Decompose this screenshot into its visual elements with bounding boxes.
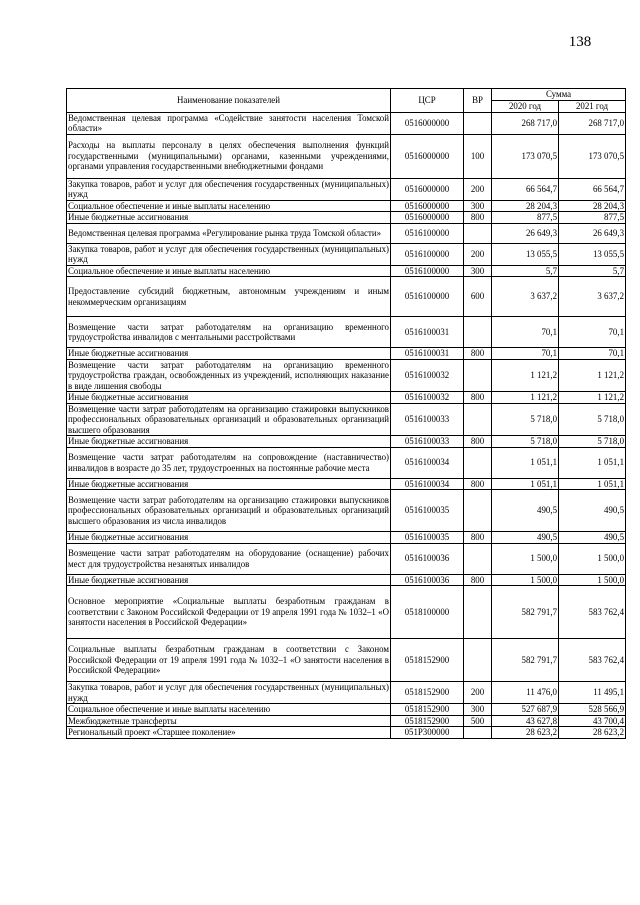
row-name: Иные бюджетные ассигнования <box>67 212 391 224</box>
row-name: Основное мероприятие «Социальные выплаты безработным гражданам в соответствии с Законом Российской Федерации от 19 апреля 1991 года № 1032–1 «О занятости населения в Российской Федерации» <box>67 586 391 639</box>
row-sum-2020: 527 687,9 <box>492 704 559 716</box>
row-sum-2020: 1 500,0 <box>492 543 559 574</box>
row-csr: 0516100033 <box>391 403 464 436</box>
row-vr <box>464 317 492 348</box>
table-row <box>67 265 626 277</box>
row-vr: 100 <box>464 134 492 178</box>
table-row <box>67 543 626 574</box>
table-row <box>67 317 626 348</box>
row-sum-2021: 70,1 <box>559 348 626 360</box>
row-csr: 0516000000 <box>391 178 464 200</box>
row-sum-2021: 583 762,4 <box>559 639 626 682</box>
row-sum-2020: 1 121,2 <box>492 359 559 392</box>
row-sum-2021: 26 649,3 <box>559 223 626 243</box>
row-csr: 0516100032 <box>391 392 464 404</box>
row-sum-2020: 582 791,7 <box>492 639 559 682</box>
row-sum-2020: 5,7 <box>492 265 559 277</box>
table-row <box>67 639 626 682</box>
row-sum-2021: 28 204,3 <box>559 200 626 212</box>
table-row <box>67 243 626 265</box>
row-sum-2021: 1 500,0 <box>559 543 626 574</box>
table-row <box>67 704 626 716</box>
row-name: Социальное обеспечение и иные выплаты населению <box>67 265 391 277</box>
row-sum-2021: 490,5 <box>559 532 626 544</box>
row-vr: 800 <box>464 392 492 404</box>
row-sum-2021: 5,7 <box>559 265 626 277</box>
row-name: Закупка товаров, работ и услуг для обеспечения государственных (муниципальных) нужд <box>68 178 389 199</box>
row-sum-2021: 43 700,4 <box>559 715 626 727</box>
row-sum-2020: 13 055,5 <box>492 243 559 265</box>
row-sum-2021: 13 055,5 <box>559 243 626 265</box>
row-vr <box>464 727 492 739</box>
row-sum-2021: 1 121,2 <box>559 359 626 392</box>
row-csr: 0516000000 <box>391 134 464 178</box>
row-sum-2020: 268 717,0 <box>492 112 559 134</box>
row-csr: 0516100032 <box>391 359 464 392</box>
row-vr: 300 <box>464 200 492 212</box>
row-vr: 500 <box>464 715 492 727</box>
row-sum-2021: 1 051,1 <box>559 478 626 490</box>
row-csr: 0516100000 <box>391 265 464 277</box>
row-sum-2021: 1 051,1 <box>559 447 626 478</box>
header-name: Наименование показателей <box>67 89 391 113</box>
row-sum-2021: 583 762,4 <box>559 586 626 639</box>
row-csr: 051P300000 <box>391 727 464 739</box>
table-row <box>67 586 626 639</box>
row-csr: 0516100000 <box>391 223 464 243</box>
row-sum-2020: 70,1 <box>492 348 559 360</box>
row-name: Иные бюджетные ассигнования <box>67 392 391 404</box>
table-row <box>67 574 626 586</box>
row-vr: 800 <box>464 574 492 586</box>
row-sum-2020: 28 204,3 <box>492 200 559 212</box>
row-sum-2020: 490,5 <box>492 490 559 532</box>
row-name: Ведомственная целевая программа «Содействие занятости населения Томской области» <box>68 112 389 133</box>
row-csr: 0516100000 <box>391 277 464 317</box>
row-name: Социальные выплаты безработным гражданам в соответствии с Законом Российской Федерации от 19 апреля 1991 года № 1032–1 «О занятости населения в Российской Федерации» <box>67 639 391 682</box>
row-vr <box>464 359 492 392</box>
table-row <box>67 134 626 178</box>
row-sum-2020: 582 791,7 <box>492 586 559 639</box>
row-sum-2021: 11 495,1 <box>559 682 626 704</box>
header-year-2021: 2021 год <box>559 100 626 112</box>
row-sum-2021: 268 717,0 <box>559 112 626 134</box>
row-sum-2021: 528 566,9 <box>559 704 626 716</box>
row-sum-2020: 28 623,2 <box>492 727 559 739</box>
row-name: Социальное обеспечение и иные выплаты населению <box>67 200 391 212</box>
table-row <box>67 212 626 224</box>
row-sum-2020: 26 649,3 <box>492 223 559 243</box>
row-vr: 200 <box>464 682 492 704</box>
row-sum-2021: 5 718,0 <box>559 403 626 436</box>
table-row <box>67 392 626 404</box>
row-csr: 0516100031 <box>391 317 464 348</box>
row-csr: 0518152900 <box>391 682 464 704</box>
table-row <box>67 112 626 134</box>
row-sum-2020: 1 051,1 <box>492 447 559 478</box>
page-number: 138 <box>568 34 592 50</box>
row-sum-2021: 1 500,0 <box>559 574 626 586</box>
row-name: Иные бюджетные ассигнования <box>67 478 391 490</box>
row-name: Социальное обеспечение и иные выплаты населению <box>67 704 391 716</box>
table-row <box>67 223 626 243</box>
row-sum-2020: 5 718,0 <box>492 436 559 448</box>
row-name: Региональный проект «Старшее поколение» <box>67 727 391 739</box>
row-sum-2020: 11 476,0 <box>492 682 559 704</box>
row-csr: 0516100000 <box>391 243 464 265</box>
row-name: Иные бюджетные ассигнования <box>67 532 391 544</box>
row-csr: 0516100035 <box>391 532 464 544</box>
table-row <box>67 715 626 727</box>
row-name: Возмещение части затрат работодателям на организацию временного трудоустройства граждан, освобожденных из учреждений, исполняющих наказание в виде лишения свободы <box>68 359 389 391</box>
row-sum-2021: 1 121,2 <box>559 392 626 404</box>
row-sum-2020: 173 070,5 <box>492 134 559 178</box>
row-name: Закупка товаров, работ и услуг для обеспечения государственных (муниципальных) нужд <box>68 682 389 703</box>
header-csr: ЦСР <box>391 89 464 113</box>
row-name: Иные бюджетные ассигнования <box>67 436 391 448</box>
row-sum-2020: 66 564,7 <box>492 178 559 200</box>
table-row <box>67 436 626 448</box>
table-row <box>67 200 626 212</box>
table-row <box>67 682 626 704</box>
row-name: Иные бюджетные ассигнования <box>67 574 391 586</box>
row-name: Возмещение части затрат работодателям на организацию стажировки выпускников профессиональных образовательных организаций и образовательных организаций высшего образования из числа инвалидов <box>67 490 391 532</box>
row-vr <box>464 639 492 682</box>
row-vr <box>464 112 492 134</box>
budget-table <box>66 88 626 739</box>
header-sum: Сумма <box>492 89 626 101</box>
row-vr <box>464 543 492 574</box>
row-csr: 0516100031 <box>391 348 464 360</box>
row-name: Возмещение части затрат работодателям на оборудование (оснащение) рабочих мест для трудоустройства незанятых инвалидов <box>67 543 391 574</box>
table-row <box>67 359 626 392</box>
row-sum-2020: 5 718,0 <box>492 403 559 436</box>
row-csr: 0516100033 <box>391 436 464 448</box>
row-vr <box>464 403 492 436</box>
row-vr: 200 <box>464 178 492 200</box>
row-vr <box>464 586 492 639</box>
row-name: Ведомственная целевая программа «Регулирование рынка труда Томской области» <box>67 223 391 243</box>
row-sum-2021: 28 623,2 <box>559 727 626 739</box>
row-sum-2020: 70,1 <box>492 317 559 348</box>
row-csr: 0518152900 <box>391 704 464 716</box>
row-csr: 0516100036 <box>391 574 464 586</box>
row-sum-2021: 66 564,7 <box>559 178 626 200</box>
row-name: Расходы на выплаты персоналу в целях обеспечения выполнения функций государственными (муниципальными) органами, казенными учреждениями, органами управления государственными внебюджетными фондами <box>67 134 391 178</box>
table-row <box>67 727 626 739</box>
row-vr: 800 <box>464 532 492 544</box>
row-name: Возмещение части затрат работодателям на организацию временного трудоустройства инвалидов с ментальными расстройствами <box>67 317 391 348</box>
row-csr: 0518152900 <box>391 639 464 682</box>
row-csr: 0518100000 <box>391 586 464 639</box>
row-vr <box>464 223 492 243</box>
row-name: Возмещение части затрат работодателям на сопровождение (наставничество) инвалидов в возрасте до 35 лет, трудоустроенных на постоянные рабочие места <box>67 447 391 478</box>
header-vr: ВР <box>464 89 492 113</box>
header-year-2020: 2020 год <box>492 100 559 112</box>
row-sum-2020: 43 627,8 <box>492 715 559 727</box>
table-row <box>67 532 626 544</box>
row-vr: 200 <box>464 243 492 265</box>
row-vr: 300 <box>464 704 492 716</box>
row-sum-2020: 877,5 <box>492 212 559 224</box>
row-sum-2021: 877,5 <box>559 212 626 224</box>
row-name: Возмещение части затрат работодателям на организацию стажировки выпускников профессиональных образовательных организаций и образовательных организаций высшего образования <box>68 403 389 435</box>
row-csr: 0516000000 <box>391 212 464 224</box>
row-sum-2021: 5 718,0 <box>559 436 626 448</box>
row-sum-2020: 3 637,2 <box>492 277 559 317</box>
table-row <box>67 178 626 200</box>
row-csr: 0516100034 <box>391 447 464 478</box>
row-sum-2021: 173 070,5 <box>559 134 626 178</box>
row-csr: 0516000000 <box>391 112 464 134</box>
row-vr: 300 <box>464 265 492 277</box>
row-name: Закупка товаров, работ и услуг для обеспечения государственных (муниципальных) нужд <box>68 243 389 264</box>
table-row <box>67 277 626 317</box>
row-sum-2020: 1 500,0 <box>492 574 559 586</box>
row-sum-2020: 490,5 <box>492 532 559 544</box>
row-vr <box>464 447 492 478</box>
row-csr: 0516100034 <box>391 478 464 490</box>
table-row <box>67 348 626 360</box>
row-vr: 800 <box>464 478 492 490</box>
row-name: Предоставление субсидий бюджетным, автономным учреждениям и иным некоммерческим организациям <box>67 277 391 317</box>
row-sum-2021: 70,1 <box>559 317 626 348</box>
row-sum-2020: 1 121,2 <box>492 392 559 404</box>
table-row <box>67 403 626 436</box>
row-csr: 0518152900 <box>391 715 464 727</box>
row-vr: 800 <box>464 436 492 448</box>
row-sum-2021: 3 637,2 <box>559 277 626 317</box>
row-vr <box>464 490 492 532</box>
table-row <box>67 447 626 478</box>
row-sum-2021: 490,5 <box>559 490 626 532</box>
row-vr: 800 <box>464 348 492 360</box>
row-csr: 0516100035 <box>391 490 464 532</box>
row-csr: 0516000000 <box>391 200 464 212</box>
row-name: Межбюджетные трансферты <box>67 715 391 727</box>
table-row <box>67 478 626 490</box>
row-vr: 600 <box>464 277 492 317</box>
table-row <box>67 490 626 532</box>
row-sum-2020: 1 051,1 <box>492 478 559 490</box>
row-vr: 800 <box>464 212 492 224</box>
row-name: Иные бюджетные ассигнования <box>67 348 391 360</box>
row-csr: 0516100036 <box>391 543 464 574</box>
